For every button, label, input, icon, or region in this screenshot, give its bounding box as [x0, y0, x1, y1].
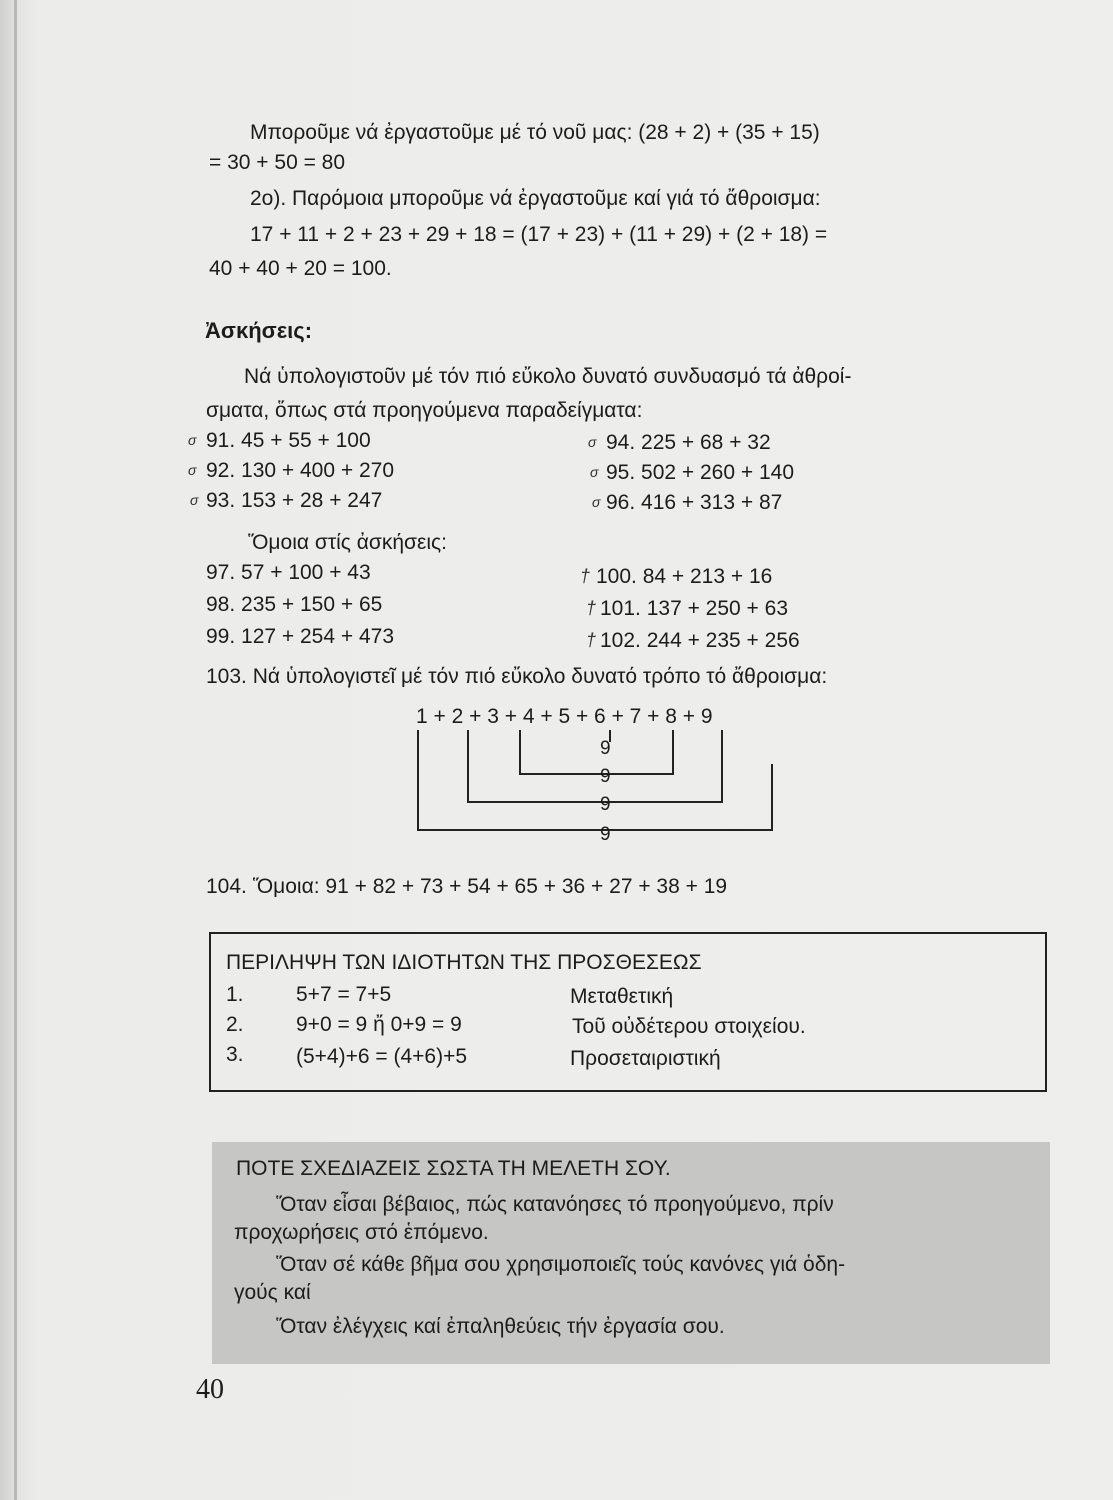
pair-sum-3-7: 9 — [600, 794, 611, 815]
exercise-100: 100. 84 + 213 + 16 — [596, 565, 773, 588]
exercise-94: 94. 225 + 68 + 32 — [606, 431, 771, 454]
summary-row-number: 2. — [226, 1013, 244, 1036]
intro-line-2: = 30 + 50 = 80 — [209, 151, 346, 174]
summary-row-number: 3. — [226, 1043, 244, 1066]
summary-row-expression: (5+4)+6 = (4+6)+5 — [296, 1045, 468, 1068]
summary-row-property: Προσεταιριστική — [570, 1047, 721, 1070]
pair-sum-2-8: 9 — [600, 824, 611, 845]
handwritten-mark: σ — [590, 464, 599, 480]
handwritten-mark: † — [586, 630, 597, 650]
exercise-104: 104. Ὅμοια: 91 + 82 + 73 + 54 + 65 + 36 + 27 + 38 + 19 — [206, 875, 728, 898]
study-tip-line-5: Ὅταν ἐλέγχεις καί ἐπαληθεύεις τήν ἐργασία σου. — [276, 1315, 725, 1338]
exercise-95: 95. 502 + 260 + 140 — [606, 461, 795, 484]
pair-sum-4-6: 9 — [600, 766, 611, 787]
study-tips-title: ΠΟΤΕ ΣΧΕΔΙΑΖΕΙΣ ΣΩΣΤΑ ΤΗ ΜΕΛΕΤΗ ΣΟΥ. — [236, 1157, 671, 1180]
exercise-93: 93. 153 + 28 + 247 — [206, 489, 383, 512]
summary-row-expression: 9+0 = 9 ἤ 0+9 = 9 — [296, 1013, 462, 1036]
handwritten-mark: σ — [588, 434, 597, 450]
intro-line-3: 2ο). Παρόμοια μποροῦμε νά ἐργαστοῦμε καί γιά τό ἄθροισμα: — [250, 187, 821, 210]
bracket-2-8 — [418, 730, 772, 830]
exercise-96: 96. 416 + 313 + 87 — [606, 491, 783, 514]
page-number: 40 — [196, 1374, 224, 1405]
exercise-97: 97. 57 + 100 + 43 — [206, 561, 371, 584]
study-tip-line-3: Ὅταν σέ κάθε βῆμα σου χρησιμοποιεῖς τούς κανόνες γιά ὁδη- — [276, 1253, 846, 1276]
exercise-99: 99. 127 + 254 + 473 — [206, 625, 395, 648]
study-tip-line-1: Ὅταν εἶσαι βέβαιος, πώς κατανόησες τό προηγούμενο, πρίν — [276, 1193, 834, 1216]
handwritten-mark: σ — [188, 462, 197, 478]
bracket-4-6 — [520, 730, 673, 774]
summary-row-number: 1. — [226, 983, 244, 1006]
summary-title: ΠΕΡΙΛΗΨΗ ΤΩΝ ΙΔΙΟΤΗΤΩΝ ΤΗΣ ΠΡΟΣΘΕΣΕΩΣ — [226, 951, 702, 974]
handwritten-mark: † — [580, 566, 591, 586]
exercise-102: 102. 244 + 235 + 256 — [600, 629, 800, 652]
handwritten-mark: σ — [592, 494, 601, 510]
handwritten-mark: σ — [190, 492, 199, 508]
exercise-91: 91. 45 + 55 + 100 — [206, 429, 371, 452]
exercise-101: 101. 137 + 250 + 63 — [600, 597, 789, 620]
similar-label: Ὅμοια στίς ἀσκήσεις: — [248, 531, 447, 554]
exercise-98: 98. 235 + 150 + 65 — [206, 593, 383, 616]
study-tip-line-4: γούς καί — [234, 1281, 311, 1304]
summary-row-property: Τοῦ οὐδέτερου στοιχείου. — [572, 1015, 806, 1038]
exercise-103-sum: 1 + 2 + 3 + 4 + 5 + 6 + 7 + 8 + 9 — [416, 705, 713, 728]
exercises-heading: Ἀσκήσεις: — [205, 318, 313, 343]
study-tip-line-2: προχωρήσεις στό ἑπόμενο. — [234, 1221, 489, 1244]
exercises-instruction-line-1: Νά ὑπολογιστοῦν μέ τόν πιό εὔκολο δυνατό συνδυασμό τά ἀθροί- — [244, 365, 852, 388]
exercise-103: 103. Νά ὑπολογιστεῖ μέ τόν πιό εὔκολο δυνατό τρόπο τό ἄθροισμα: — [206, 665, 828, 688]
pair-sum-5: 9 — [600, 738, 611, 759]
exercise-92: 92. 130 + 400 + 270 — [206, 459, 395, 482]
exercises-instruction-line-2: σματα, ὅπως στά προηγούμενα παραδείγματα: — [206, 399, 643, 422]
summary-row-expression: 5+7 = 7+5 — [296, 983, 392, 1006]
handwritten-mark: σ — [188, 432, 197, 448]
intro-line-5: 40 + 40 + 20 = 100. — [209, 257, 392, 280]
intro-line-1: Μποροῦμε νά ἐργαστοῦμε μέ τό νοῦ μας: (28 + 2) + (35 + 15) — [250, 121, 820, 144]
summary-row-property: Μεταθετική — [570, 985, 674, 1008]
bracket-3-7 — [468, 730, 722, 802]
handwritten-mark: † — [586, 598, 597, 618]
intro-line-4: 17 + 11 + 2 + 23 + 29 + 18 = (17 + 23) + (11 + 29) + (2 + 18) = — [250, 223, 828, 246]
